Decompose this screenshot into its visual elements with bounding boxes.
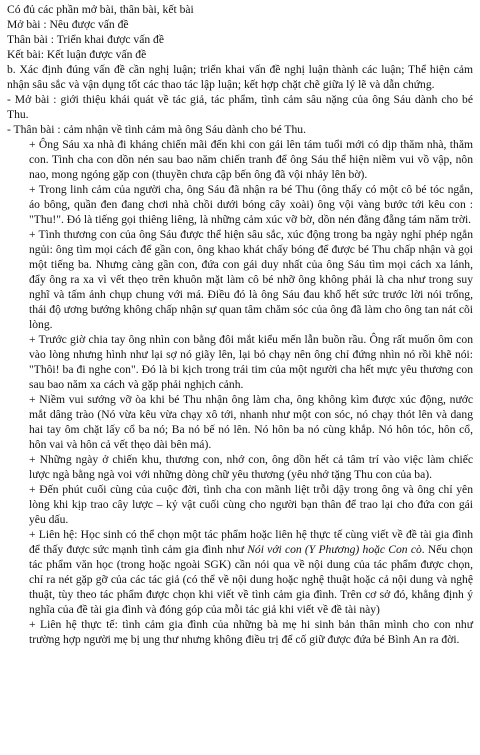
- paragraph: Kết bài: Kết luận được vấn đề: [7, 48, 147, 61]
- paragraph: Có đủ các phần mở bài, thân bài, kết bài: [7, 3, 194, 16]
- paragraph: + Những ngày ở chiến khu, thương con, nhớ con, ông dồn hết cả tâm trí vào việc làm chiếc lược ngà bằng ngà voi với những dòng chữ yêu thương (yêu nhớ tặng Thu con của ba).: [29, 453, 473, 481]
- paragraph: + Liên hệ: Học sinh có thể chọn một tác phẩm hoặc liên hệ thực tế cùng viết về đề tài gia đình để thấy được sức mạnh tình cảm gia đình như Nói với con (Y Phương) hoặc Con cò. Nếu chọn tác phẩm văn học (trong hoặc ngoài SGK) cần nói qua về nội dung của tác phẩm được chọn, chỉ ra nét gặp gỡ của các tác giả (có thể về nội dung hoặc nghệ thuật hoặc cả nội dung và nghệ thuật, tùy theo tác phẩm được chọn khi viết về tình cảm gia đình. Trên cơ sở đó, khẳng định ý nghĩa của đề tài gia đình và đóng góp của mỗi tác giả khi viết về đề tài này): [29, 528, 473, 616]
- paragraph: + Tình thương con của ông Sáu được thể hiện sâu sắc, xúc động trong ba ngày nghỉ phép ngắn ngủi: ông tìm mọi cách để gần con, ông khao khát chấy bóng để được bé Thu chấp nhận và gọi một tiếng ba. Nhưng càng gần con, đứa con gái duy nhất của ông Sáu tìm mọi cách xa lánh, đẩy ông ra xa vì vết thẹo trên khuôn mặt làm cô bé nhỡ ông không phải là cha như trong suy nghĩ và tấm ảnh chụp chung với má. Điều đó là ông Sáu đau khổ hết sức trước lời nói trống, thái độ ương bướng không chấp nhận sự quan tâm chăm sóc của ông đã làm cho ông tan nát cõi lòng.: [29, 228, 473, 331]
- paragraph: + Trong linh cảm của người cha, ông Sáu đã nhận ra bé Thu (ông thấy có một cô bé tóc ngắn, áo bông, quần đen đang chơi nhà chồi dưới bóng cây xoài) ông vội vàng bước tới kêu con : "Thu!". Đó là tiếng gọi thiêng liêng, là những cảm xúc vỡ bờ, dồn nén đằng đẵng tám năm trời.: [29, 183, 473, 226]
- paragraph: Thân bài : Triển khai được vấn đề: [7, 33, 164, 46]
- paragraph: + Trước giờ chia tay ông nhìn con bằng đôi mắt kiểu mến lẫn buồn rầu. Ông rất muốn ôm con vào lòng nhưng hình như lại sợ nó giãy lên, lại bỏ chạy nên ông chỉ đứng nhìn nó rồi khẽ nói: "Thôi! ba đi nghe con". Đó là bi kịch trong trái tim của một người cha hết mực yêu thương con sau bao năm xa cách và gặp phải nghịch cảnh.: [29, 333, 473, 391]
- paragraph: + Ông Sáu xa nhà đi kháng chiến mãi đến khi con gái lên tám tuổi mới có dịp thăm nhà, thăm con. Tình cha con dồn nén sau bao năm chiến tranh để ông Sáu thể hiện niềm vui vồ vập, nôn nao, mong ngóng gặp con (thuyền chưa cập bến ông đã vội nhảy lên bờ).: [29, 138, 473, 181]
- paragraph: + Liên hệ thực tế: tình cảm gia đình của những bà mẹ hi sinh bản thân mình cho con như trường hợp người mẹ bị ung thư nhưng không điều trị để cố giữ được đứa bé Bình An ra đời.: [29, 618, 473, 646]
- paragraph: - Mở bài : giới thiệu khái quát về tác giả, tác phẩm, tình cảm sâu nặng của ông Sáu dành cho bé Thu.: [7, 93, 473, 121]
- paragraph: + Đến phút cuối cùng của cuộc đời, tình cha con mãnh liệt trỗi dậy trong ông và ông chỉ yên lòng khi kịp trao cây lược – kỷ vật cuối cùng cho người bạn thân để trao lại cho đứa con gái yêu dấu.: [29, 483, 473, 526]
- paragraph: b. Xác định đúng vấn đề cần nghị luận; triển khai vấn đề nghị luận thành các luận; Thể hiện cảm nhận sâu sắc và vận dụng tốt các thao tác lập luận; kết hợp chặt chẽ giữa lý lẽ và dẫn chứng.: [7, 63, 473, 91]
- paragraph: - Thân bài : cảm nhận về tình cảm mà ông Sáu dành cho bé Thu.: [7, 123, 306, 136]
- paragraph: Mở bài : Nêu được vấn đề: [7, 18, 129, 31]
- paragraph: + Niềm vui sướng vỡ òa khi bé Thu nhận ông làm cha, ông không kìm được xúc động, nước mắt dâng trào (Nó vừa kêu vừa chạy xô tới, nhanh như một con sóc, nó chạy thót lên và dang hai tay ôm chặt lấy cổ ba nó; Ba nó bế nó lên. Nó hôn ba nó cùng khắp. Nó hôn tóc, hôn cổ, hôn vai và hôn cả vết thẹo dài bên má).: [29, 393, 473, 451]
- document-body: [7, 2, 473, 647]
